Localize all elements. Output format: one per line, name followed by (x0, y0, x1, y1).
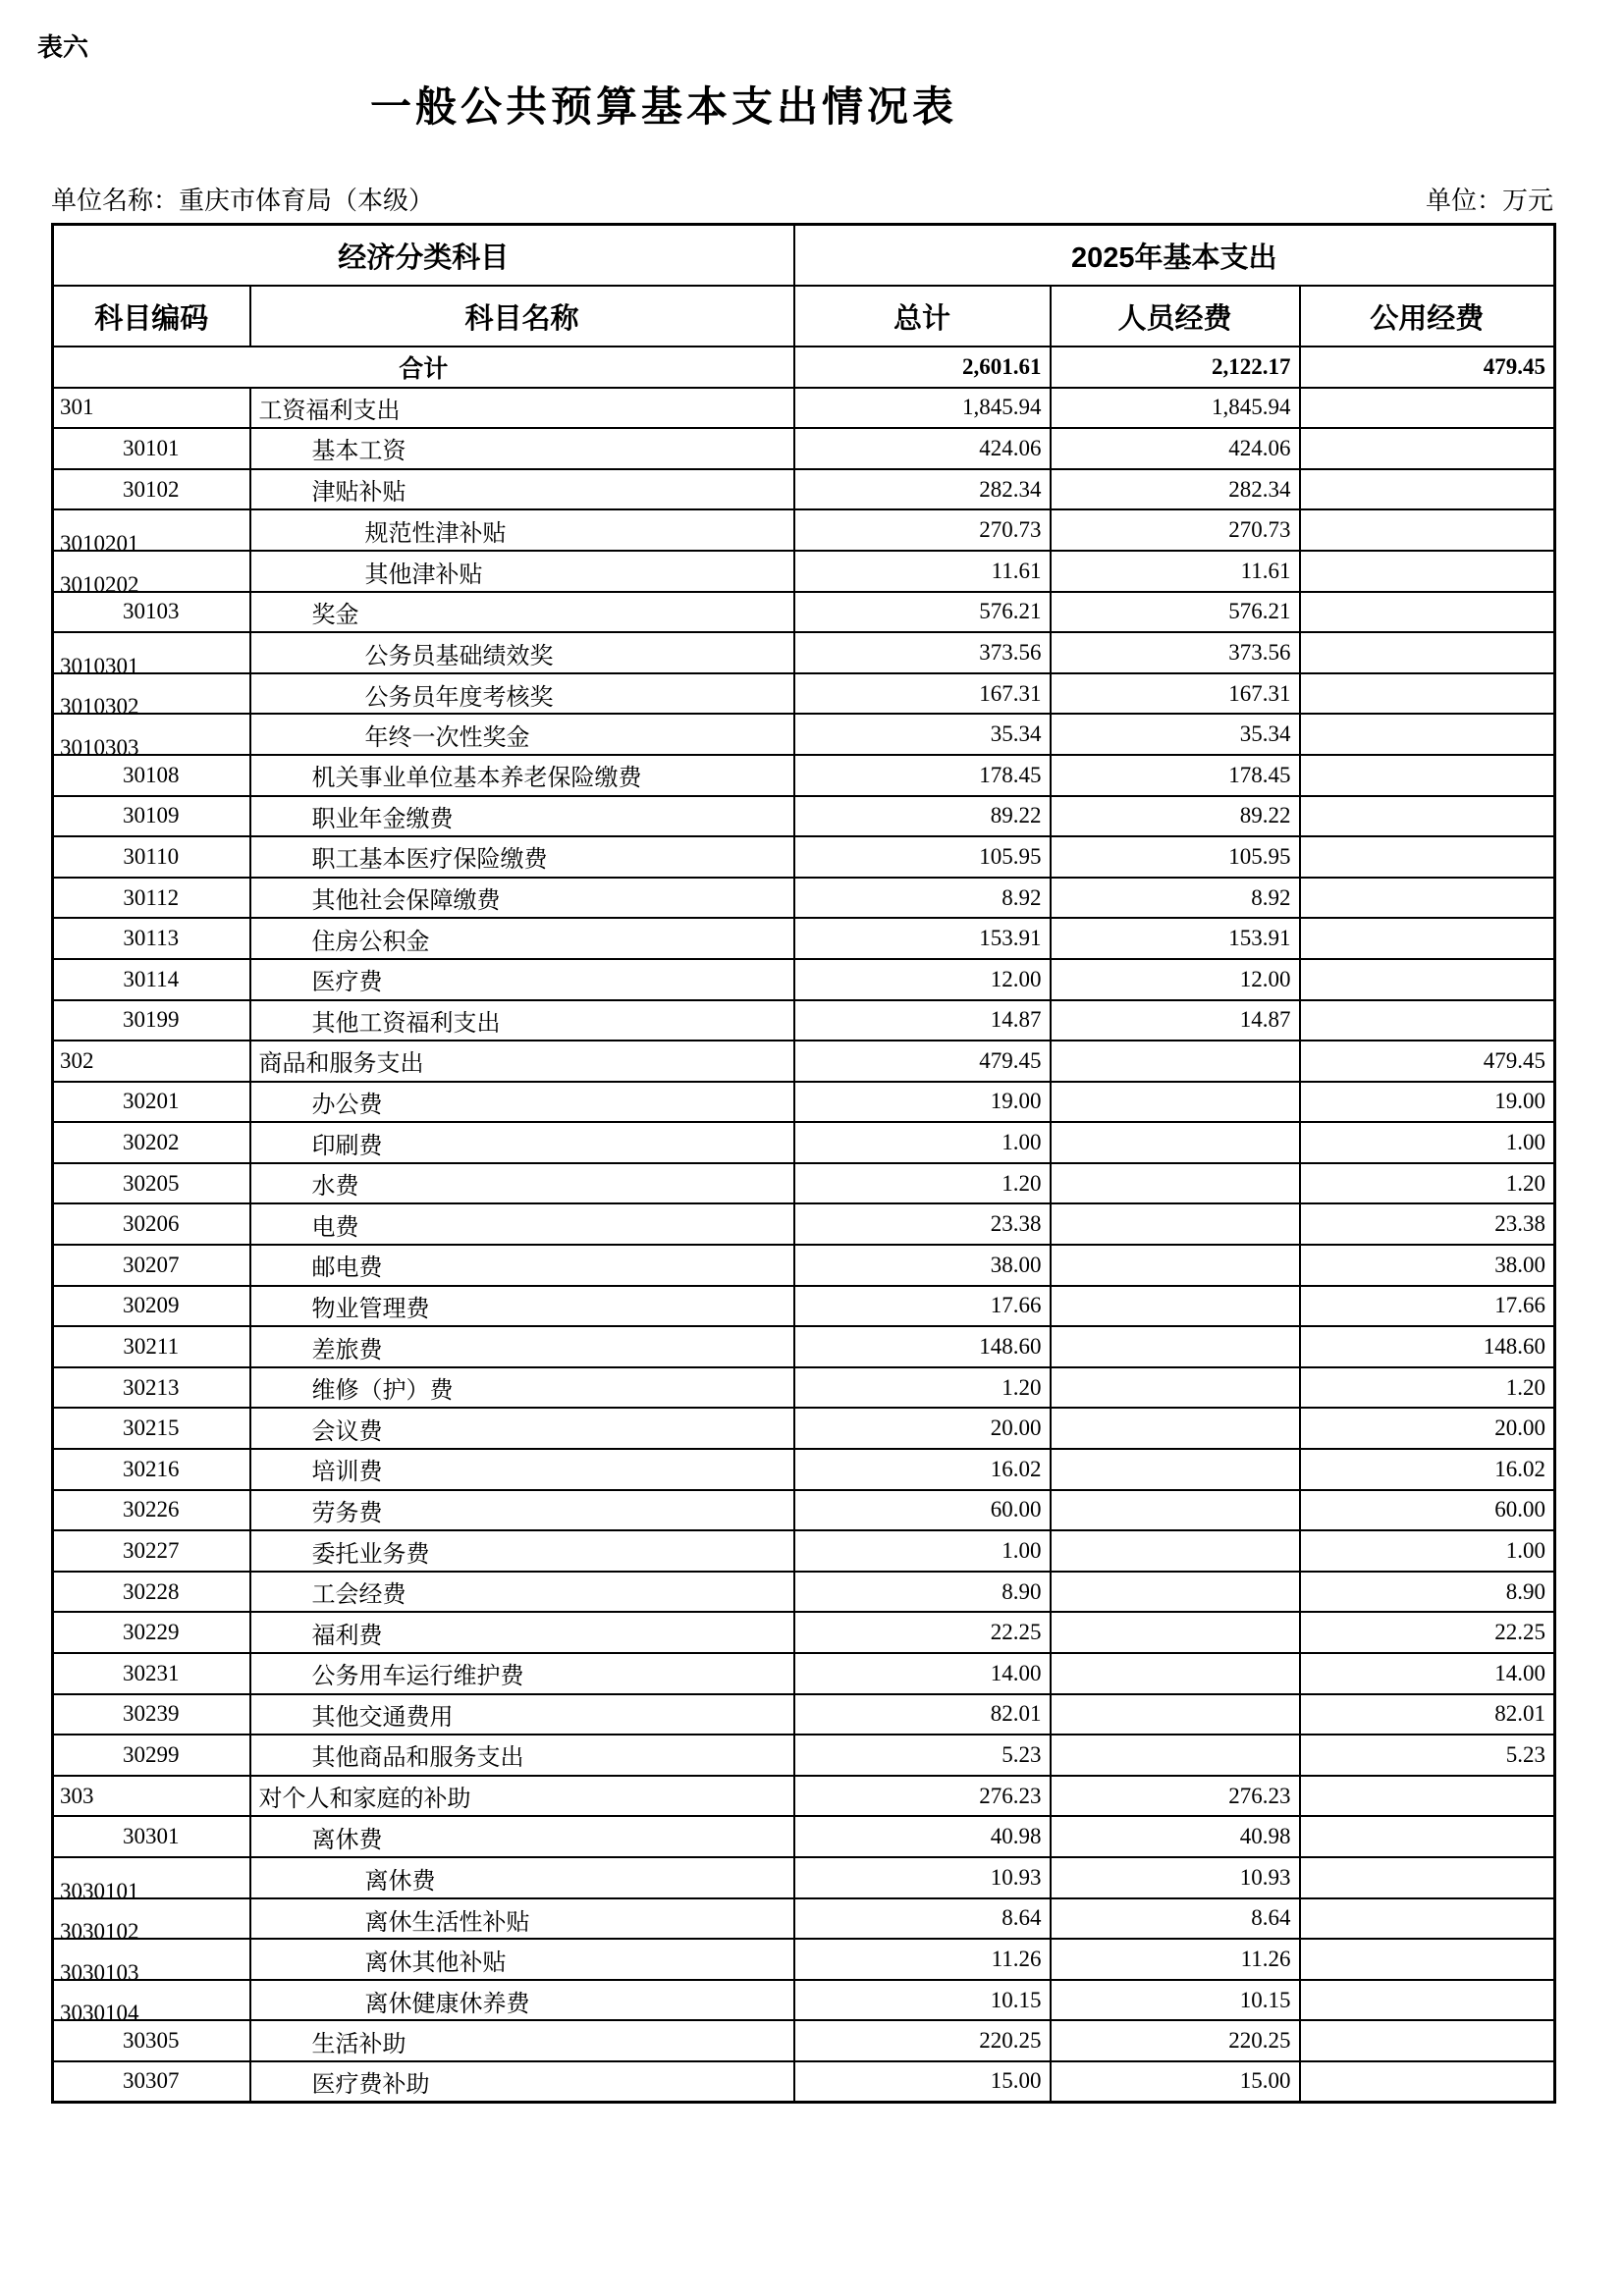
header-economic-class: 经济分类科目 (53, 225, 794, 287)
name-cell: 工会经费 (250, 1572, 794, 1613)
name-cell: 邮电费 (250, 1245, 794, 1286)
code-cell: 30211 (53, 1326, 250, 1367)
public-cell (1300, 836, 1555, 878)
code-cell (53, 714, 250, 760)
personnel-cell: 282.34 (1051, 469, 1300, 510)
public-cell: 1.00 (1300, 1530, 1555, 1572)
table-row (53, 551, 1555, 592)
public-cell (1300, 1816, 1555, 1857)
public-cell (1300, 1980, 1555, 2021)
total-cell: 1,845.94 (794, 388, 1051, 429)
personnel-cell: 35.34 (1051, 714, 1300, 755)
code-cell: 30226 (53, 1490, 250, 1531)
personnel-cell: 373.56 (1051, 632, 1300, 673)
public-cell (1300, 1000, 1555, 1041)
table-number-label: 表六 (37, 32, 89, 62)
personnel-cell (1051, 1286, 1300, 1327)
name-cell: 商品和服务支出 (250, 1041, 794, 1082)
public-cell (1300, 2061, 1555, 2103)
name-cell: 委托业务费 (250, 1530, 794, 1572)
public-cell: 22.25 (1300, 1612, 1555, 1653)
public-cell: 8.90 (1300, 1572, 1555, 1613)
table-header (53, 225, 1555, 347)
name-cell: 其他商品和服务支出 (250, 1735, 794, 1776)
header-year-basic: 2025年基本支出 (794, 225, 1555, 287)
personnel-cell: 11.26 (1051, 1939, 1300, 1980)
total-cell: 276.23 (794, 1776, 1051, 1817)
total-cell: 178.45 (794, 755, 1051, 796)
personnel-cell: 12.00 (1051, 959, 1300, 1000)
code-cell: 30216 (53, 1449, 250, 1490)
table-body (53, 347, 1555, 2103)
name-cell: 印刷费 (250, 1122, 794, 1163)
personnel-cell: 8.64 (1051, 1898, 1300, 1940)
public-cell: 19.00 (1300, 1082, 1555, 1123)
total-cell: 1.00 (794, 1122, 1051, 1163)
code-cell: 30229 (53, 1612, 250, 1653)
code-cell: 30209 (53, 1286, 250, 1327)
total-cell: 23.38 (794, 1203, 1051, 1245)
public-cell: 60.00 (1300, 1490, 1555, 1531)
code-cell: 30213 (53, 1367, 250, 1409)
code-text: 3010201 (60, 530, 139, 556)
table-row (53, 1245, 1555, 1286)
personnel-cell (1051, 1326, 1300, 1367)
table-row (53, 1776, 1555, 1817)
code-cell: 30199 (53, 1000, 250, 1041)
public-cell: 20.00 (1300, 1408, 1555, 1449)
code-text: 3010303 (60, 734, 139, 760)
public-cell (1300, 673, 1555, 715)
personnel-cell: 14.87 (1051, 1000, 1300, 1041)
code-text: 3010202 (60, 571, 139, 597)
code-cell: 30101 (53, 428, 250, 469)
table-row (53, 1612, 1555, 1653)
code-cell (53, 551, 250, 597)
public-cell (1300, 632, 1555, 673)
code-cell: 30227 (53, 1530, 250, 1572)
code-cell: 30301 (53, 1816, 250, 1857)
name-cell: 津贴补贴 (250, 469, 794, 510)
code-cell: 30207 (53, 1245, 250, 1286)
name-cell: 离休健康休养费 (250, 1980, 794, 2021)
table-row (53, 1980, 1555, 2021)
meta-row (51, 181, 1553, 217)
total-cell: 10.93 (794, 1857, 1051, 1898)
unit-label: 单位：万元 (1425, 187, 1553, 215)
personnel-cell (1051, 1653, 1300, 1694)
total-cell: 14.00 (794, 1653, 1051, 1694)
table-row (53, 1286, 1555, 1327)
personnel-cell: 10.93 (1051, 1857, 1300, 1898)
total-cell: 10.15 (794, 1980, 1051, 2021)
name-cell: 离休生活性补贴 (250, 1898, 794, 1940)
total-cell: 167.31 (794, 673, 1051, 715)
name-cell: 办公费 (250, 1082, 794, 1123)
personnel-cell: 15.00 (1051, 2061, 1300, 2103)
public-cell (1300, 878, 1555, 919)
code-cell: 30307 (53, 2061, 250, 2103)
public-cell (1300, 551, 1555, 592)
name-cell: 离休其他补贴 (250, 1939, 794, 1980)
code-cell (53, 632, 250, 678)
name-cell: 基本工资 (250, 428, 794, 469)
row-label-cell: 合计 (53, 347, 794, 388)
public-cell: 1.20 (1300, 1163, 1555, 1204)
total-cell: 1.20 (794, 1163, 1051, 1204)
table-row (53, 1694, 1555, 1735)
personnel-cell (1051, 1122, 1300, 1163)
total-cell: 2,601.61 (794, 347, 1051, 388)
public-cell (1300, 1898, 1555, 1940)
public-cell (1300, 959, 1555, 1000)
unit-name-label: 单位名称：重庆市体育局（本级） (51, 187, 435, 215)
header-public: 公用经费 (1300, 286, 1555, 347)
page-title: 一般公共预算基本支出情况表 (369, 85, 957, 131)
public-cell (1300, 509, 1555, 551)
code-cell: 30305 (53, 2020, 250, 2061)
name-cell: 公务员年度考核奖 (250, 673, 794, 715)
name-cell: 奖金 (250, 592, 794, 633)
table-row (53, 1530, 1555, 1572)
name-cell: 职工基本医疗保险缴费 (250, 836, 794, 878)
total-cell: 40.98 (794, 1816, 1051, 1857)
total-cell: 576.21 (794, 592, 1051, 633)
table-row (53, 2020, 1555, 2061)
table-row (53, 1939, 1555, 1980)
name-cell: 机关事业单位基本养老保险缴费 (250, 755, 794, 796)
name-cell: 规范性津补贴 (250, 509, 794, 551)
code-cell (53, 1939, 250, 1985)
personnel-cell: 11.61 (1051, 551, 1300, 592)
header-code: 科目编码 (53, 286, 250, 347)
total-cell: 153.91 (794, 918, 1051, 959)
personnel-cell: 276.23 (1051, 1776, 1300, 1817)
table-row (53, 1203, 1555, 1245)
public-cell (1300, 592, 1555, 633)
code-text: 3010302 (60, 694, 139, 720)
table-row (53, 388, 1555, 429)
total-cell: 424.06 (794, 428, 1051, 469)
personnel-cell: 153.91 (1051, 918, 1300, 959)
code-cell: 30201 (53, 1082, 250, 1123)
personnel-cell (1051, 1612, 1300, 1653)
code-cell: 30299 (53, 1735, 250, 1776)
total-cell: 60.00 (794, 1490, 1051, 1531)
personnel-cell (1051, 1735, 1300, 1776)
table-row (53, 1490, 1555, 1531)
total-cell: 20.00 (794, 1408, 1051, 1449)
public-cell: 5.23 (1300, 1735, 1555, 1776)
table-row (53, 469, 1555, 510)
code-cell: 30108 (53, 755, 250, 796)
header-name: 科目名称 (250, 286, 794, 347)
header-total: 总计 (794, 286, 1051, 347)
code-cell: 302 (53, 1041, 250, 1082)
public-cell (1300, 1857, 1555, 1898)
personnel-cell (1051, 1530, 1300, 1572)
public-cell: 82.01 (1300, 1694, 1555, 1735)
code-cell: 30231 (53, 1653, 250, 1694)
name-cell: 物业管理费 (250, 1286, 794, 1327)
personnel-cell: 178.45 (1051, 755, 1300, 796)
public-cell (1300, 755, 1555, 796)
personnel-cell: 89.22 (1051, 796, 1300, 837)
total-cell: 1.20 (794, 1367, 1051, 1409)
code-cell (53, 1898, 250, 1945)
table-row (53, 1735, 1555, 1776)
name-cell: 离休费 (250, 1816, 794, 1857)
total-cell: 1.00 (794, 1530, 1051, 1572)
name-cell: 对个人和家庭的补助 (250, 1776, 794, 1817)
total-cell: 82.01 (794, 1694, 1051, 1735)
name-cell: 工资福利支出 (250, 388, 794, 429)
name-cell: 差旅费 (250, 1326, 794, 1367)
code-cell: 30202 (53, 1122, 250, 1163)
total-cell: 5.23 (794, 1735, 1051, 1776)
total-cell: 373.56 (794, 632, 1051, 673)
personnel-cell (1051, 1572, 1300, 1613)
table-row (53, 1653, 1555, 1694)
table-row (53, 836, 1555, 878)
table-row (53, 592, 1555, 633)
name-cell: 职业年金缴费 (250, 796, 794, 837)
table-row (53, 1816, 1555, 1857)
code-cell: 30109 (53, 796, 250, 837)
total-cell: 282.34 (794, 469, 1051, 510)
total-cell: 479.45 (794, 1041, 1051, 1082)
public-cell: 38.00 (1300, 1245, 1555, 1286)
budget-table (51, 223, 1556, 2104)
total-cell: 270.73 (794, 509, 1051, 551)
total-cell: 8.92 (794, 878, 1051, 919)
personnel-cell: 8.92 (1051, 878, 1300, 919)
table-row (53, 918, 1555, 959)
table-row (53, 755, 1555, 796)
table-row (53, 796, 1555, 837)
personnel-cell (1051, 1694, 1300, 1735)
code-text: 3030101 (60, 1878, 139, 1903)
personnel-cell: 1,845.94 (1051, 388, 1300, 429)
public-cell: 479.45 (1300, 1041, 1555, 1082)
name-cell: 电费 (250, 1203, 794, 1245)
personnel-cell: 270.73 (1051, 509, 1300, 551)
code-cell: 30102 (53, 469, 250, 510)
public-cell (1300, 428, 1555, 469)
table-row (53, 632, 1555, 673)
table-row (53, 1857, 1555, 1898)
public-cell: 14.00 (1300, 1653, 1555, 1694)
name-cell: 水费 (250, 1163, 794, 1204)
total-cell: 148.60 (794, 1326, 1051, 1367)
total-cell: 220.25 (794, 2020, 1051, 2061)
total-cell: 38.00 (794, 1245, 1051, 1286)
public-cell (1300, 918, 1555, 959)
name-cell: 住房公积金 (250, 918, 794, 959)
table-row (53, 1408, 1555, 1449)
name-cell: 医疗费补助 (250, 2061, 794, 2103)
code-cell: 30206 (53, 1203, 250, 1245)
public-cell: 1.20 (1300, 1367, 1555, 1409)
table-row (53, 1367, 1555, 1409)
personnel-cell: 2,122.17 (1051, 347, 1300, 388)
total-cell: 35.34 (794, 714, 1051, 755)
table-row (53, 673, 1555, 715)
name-cell: 培训费 (250, 1449, 794, 1490)
code-cell: 30103 (53, 592, 250, 633)
code-cell: 30113 (53, 918, 250, 959)
personnel-cell: 424.06 (1051, 428, 1300, 469)
code-cell (53, 1980, 250, 2026)
code-text: 3030104 (60, 2001, 139, 2026)
table-row (53, 1122, 1555, 1163)
personnel-cell (1051, 1367, 1300, 1409)
header-personnel: 人员经费 (1051, 286, 1300, 347)
code-cell: 30239 (53, 1694, 250, 1735)
code-cell: 301 (53, 388, 250, 429)
code-cell: 30112 (53, 878, 250, 919)
total-cell: 15.00 (794, 2061, 1051, 2103)
table-row (53, 878, 1555, 919)
personnel-cell: 40.98 (1051, 1816, 1300, 1857)
name-cell: 其他工资福利支出 (250, 1000, 794, 1041)
table-row (53, 1572, 1555, 1613)
personnel-cell (1051, 1245, 1300, 1286)
code-text: 3030102 (60, 1919, 139, 1945)
code-cell (53, 1857, 250, 1903)
name-cell: 福利费 (250, 1612, 794, 1653)
public-cell: 16.02 (1300, 1449, 1555, 1490)
personnel-cell (1051, 1041, 1300, 1082)
code-cell: 30215 (53, 1408, 250, 1449)
code-cell: 303 (53, 1776, 250, 1817)
name-cell: 公务员基础绩效奖 (250, 632, 794, 673)
total-cell: 8.90 (794, 1572, 1051, 1613)
code-cell: 30228 (53, 1572, 250, 1613)
table-row (53, 1163, 1555, 1204)
total-cell: 105.95 (794, 836, 1051, 878)
public-cell (1300, 1939, 1555, 1980)
table-row (53, 347, 1555, 388)
table-row (53, 428, 1555, 469)
public-cell: 1.00 (1300, 1122, 1555, 1163)
total-cell: 11.26 (794, 1939, 1051, 1980)
name-cell: 其他津补贴 (250, 551, 794, 592)
total-cell: 12.00 (794, 959, 1051, 1000)
personnel-cell (1051, 1490, 1300, 1531)
total-cell: 89.22 (794, 796, 1051, 837)
name-cell: 年终一次性奖金 (250, 714, 794, 755)
code-cell: 30110 (53, 836, 250, 878)
table-row (53, 509, 1555, 551)
code-text: 3010301 (60, 653, 139, 678)
public-cell (1300, 714, 1555, 755)
personnel-cell: 576.21 (1051, 592, 1300, 633)
table-row (53, 2061, 1555, 2103)
total-cell: 8.64 (794, 1898, 1051, 1940)
public-cell (1300, 469, 1555, 510)
total-cell: 11.61 (794, 551, 1051, 592)
total-cell: 17.66 (794, 1286, 1051, 1327)
table-row (53, 1082, 1555, 1123)
code-cell: 30205 (53, 1163, 250, 1204)
table-row (53, 1000, 1555, 1041)
name-cell: 医疗费 (250, 959, 794, 1000)
header-column-row (53, 286, 1555, 347)
personnel-cell: 220.25 (1051, 2020, 1300, 2061)
name-cell: 其他社会保障缴费 (250, 878, 794, 919)
personnel-cell (1051, 1082, 1300, 1123)
public-cell (1300, 2020, 1555, 2061)
name-cell: 生活补助 (250, 2020, 794, 2061)
public-cell (1300, 796, 1555, 837)
table-row (53, 1898, 1555, 1940)
total-cell: 14.87 (794, 1000, 1051, 1041)
name-cell: 会议费 (250, 1408, 794, 1449)
name-cell: 其他交通费用 (250, 1694, 794, 1735)
public-cell: 23.38 (1300, 1203, 1555, 1245)
public-cell (1300, 388, 1555, 429)
code-text: 3030103 (60, 1959, 139, 1985)
public-cell: 17.66 (1300, 1286, 1555, 1327)
table-row (53, 1449, 1555, 1490)
public-cell (1300, 1776, 1555, 1817)
personnel-cell (1051, 1163, 1300, 1204)
table-row (53, 1041, 1555, 1082)
name-cell: 维修（护）费 (250, 1367, 794, 1409)
personnel-cell: 167.31 (1051, 673, 1300, 715)
table-row (53, 959, 1555, 1000)
name-cell: 公务用车运行维护费 (250, 1653, 794, 1694)
total-cell: 22.25 (794, 1612, 1051, 1653)
personnel-cell (1051, 1449, 1300, 1490)
header-group-row (53, 225, 1555, 287)
code-cell: 30114 (53, 959, 250, 1000)
public-cell: 479.45 (1300, 347, 1555, 388)
public-cell: 148.60 (1300, 1326, 1555, 1367)
total-cell: 16.02 (794, 1449, 1051, 1490)
table-row (53, 1326, 1555, 1367)
name-cell: 劳务费 (250, 1490, 794, 1531)
name-cell: 离休费 (250, 1857, 794, 1898)
personnel-cell: 10.15 (1051, 1980, 1300, 2021)
personnel-cell (1051, 1408, 1300, 1449)
personnel-cell: 105.95 (1051, 836, 1300, 878)
code-cell (53, 509, 250, 556)
total-cell: 19.00 (794, 1082, 1051, 1123)
table-row (53, 714, 1555, 755)
personnel-cell (1051, 1203, 1300, 1245)
code-cell (53, 673, 250, 720)
